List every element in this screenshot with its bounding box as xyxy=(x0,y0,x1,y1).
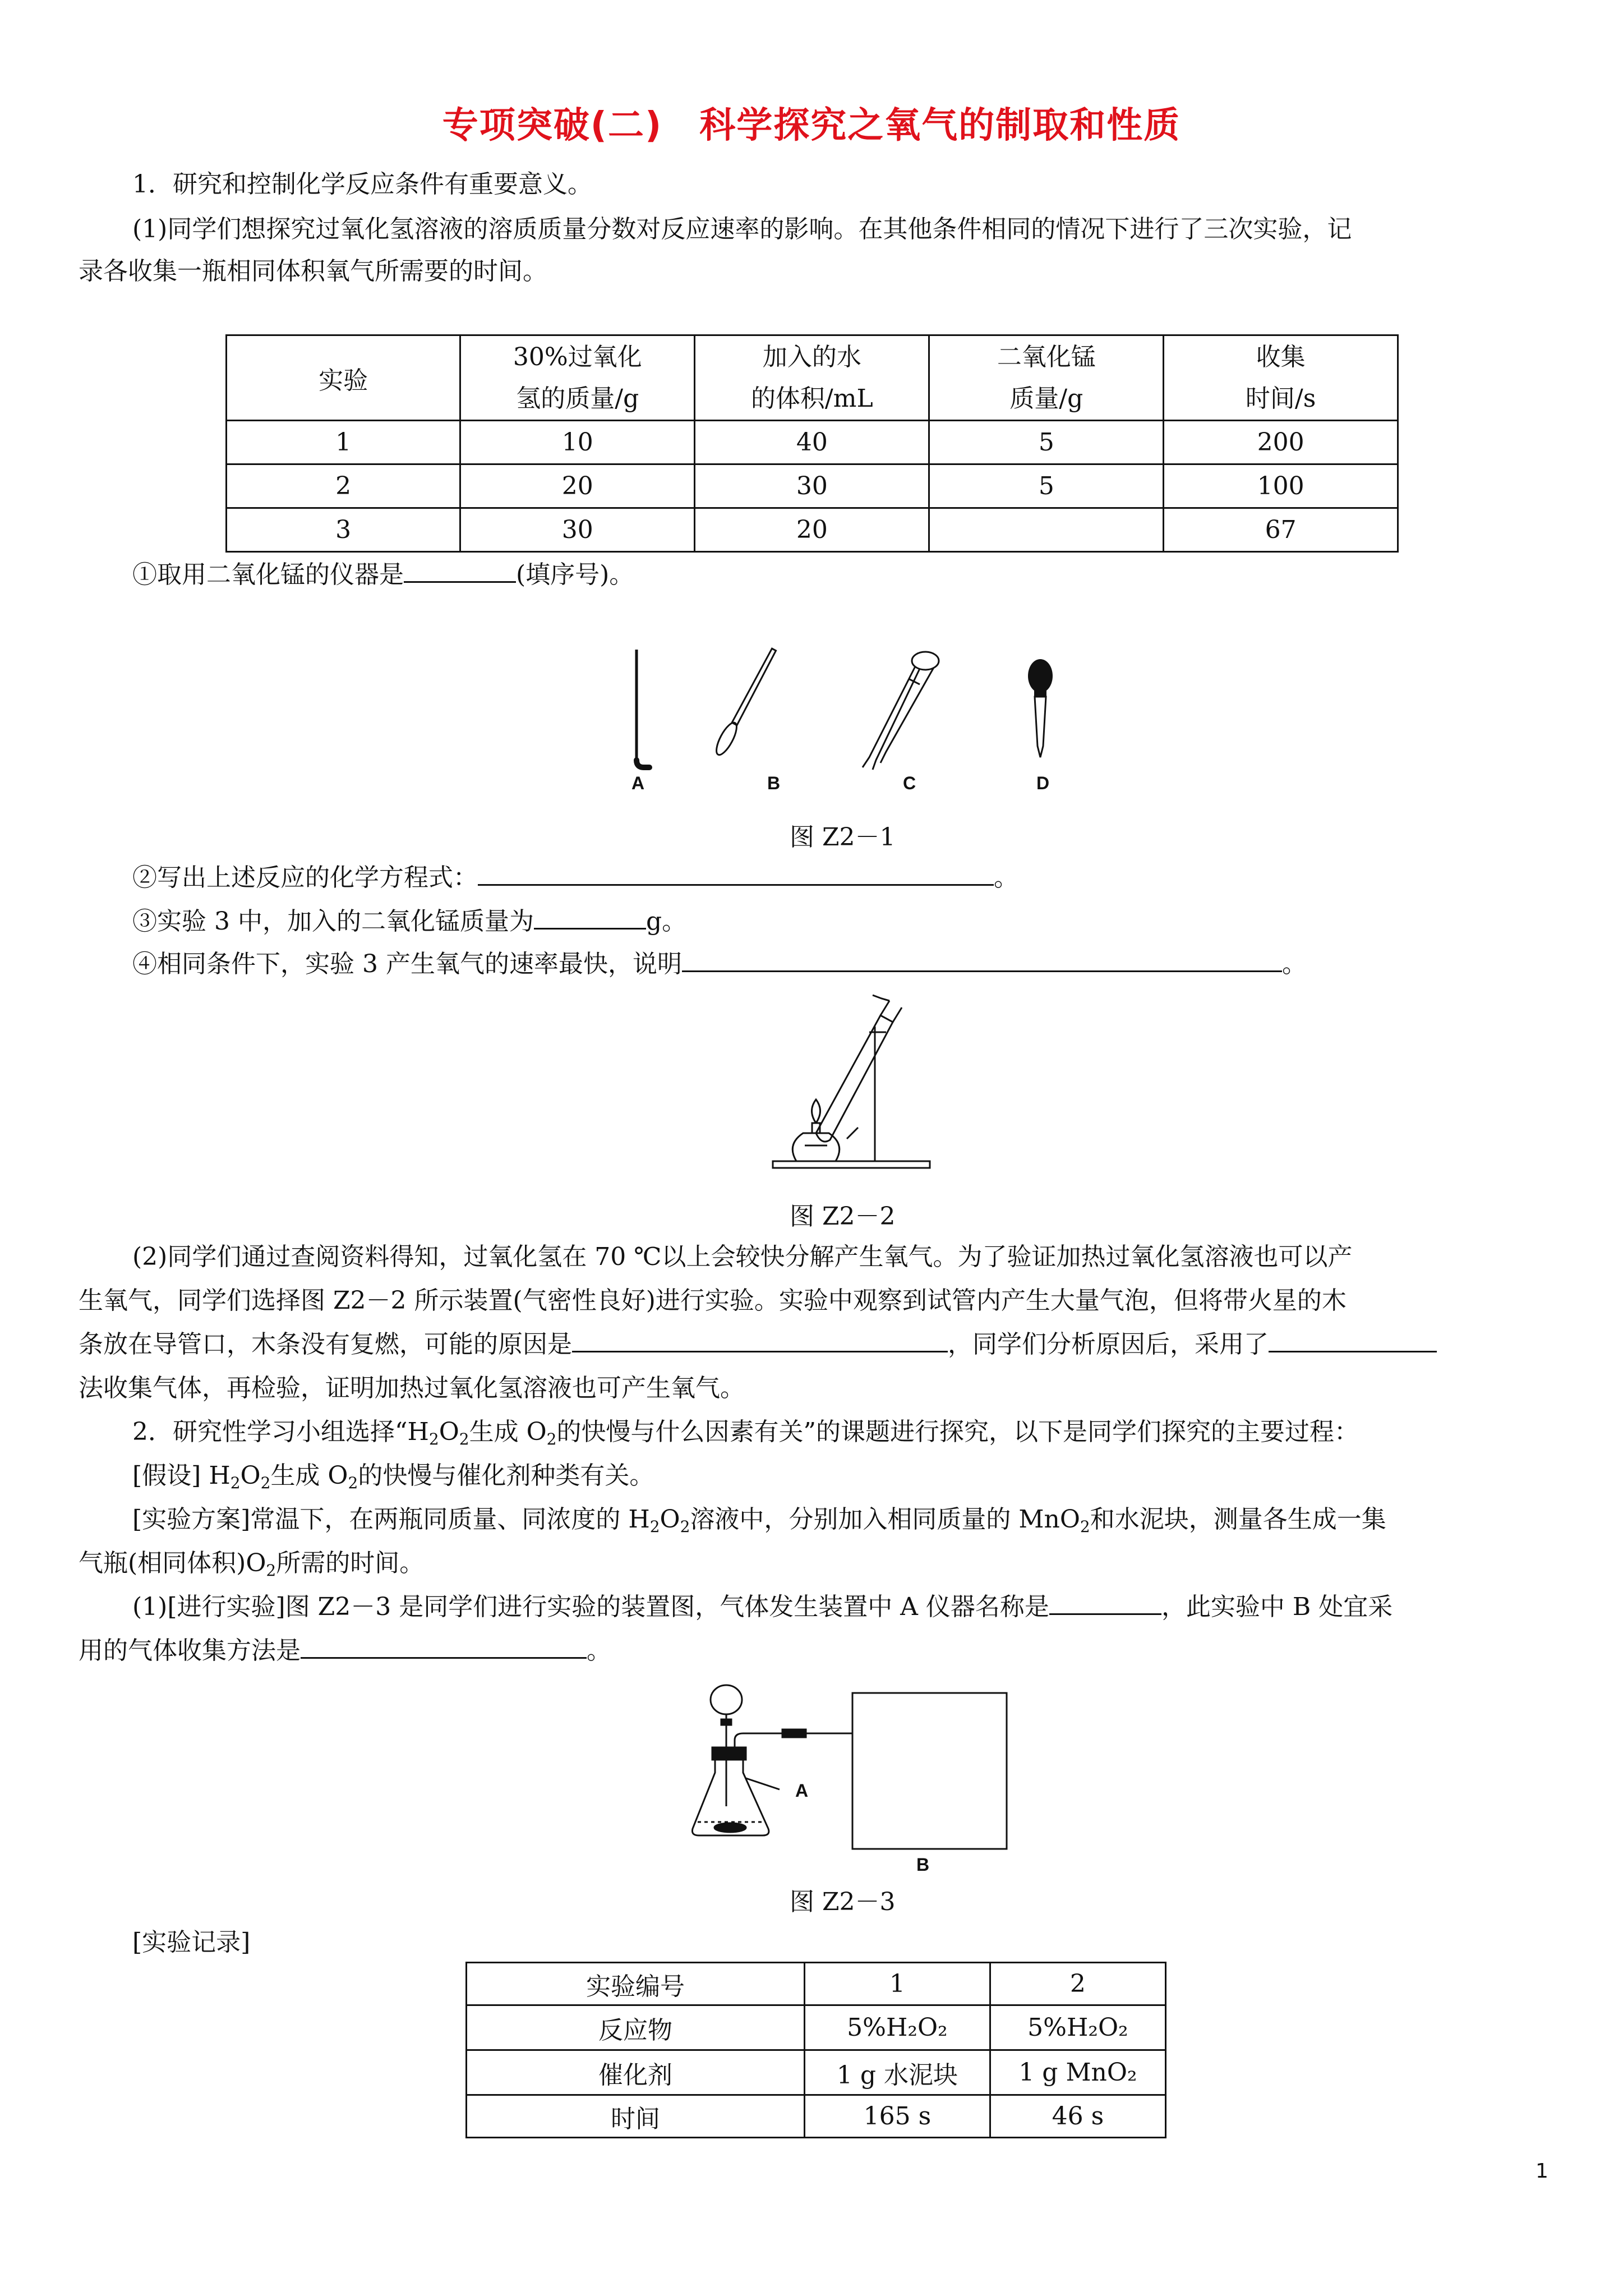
table-cell: 30 xyxy=(695,464,929,508)
q1-experiment-table xyxy=(225,334,1399,553)
table-cell: 实验编号 xyxy=(467,1963,805,2005)
q2-plan-line2: 气瓶(相同体积)$O_2$所需的时间。 xyxy=(79,1549,425,1580)
table-cell: 1 xyxy=(805,1963,990,2005)
table-header-cell: 30%过氧化 氢的质量/g xyxy=(460,335,695,421)
table-row xyxy=(467,1963,1166,2005)
fig1-label-d: D xyxy=(1036,773,1050,793)
table-cell: 3 xyxy=(227,508,460,552)
table-cell: 1 g 水泥块 xyxy=(805,2050,990,2095)
q1-p1-line2: 录各收集一瓶相同体积氧气所需要的时间。 xyxy=(79,257,547,286)
q2-record-table xyxy=(465,1962,1166,2138)
page-title: 专项突破(二) 科学探究之氧气的制取和性质 xyxy=(442,105,1181,146)
table-cell: 5 xyxy=(929,421,1164,464)
table-cell: 反应物 xyxy=(467,2005,805,2050)
fig3-caption: 图 Z2－3 xyxy=(790,1888,896,1916)
alcohol-lamp-icon xyxy=(792,1099,840,1161)
fig1-label-a: A xyxy=(631,773,645,793)
table-cell: 5 xyxy=(929,464,1164,508)
figure-z2-1 xyxy=(606,645,1082,813)
conical-flask-icon xyxy=(692,1747,768,1835)
table-header-row xyxy=(227,335,1398,421)
table-cell: 2 xyxy=(227,464,460,508)
q2-stem: 2．研究性学习小组选择“$H_2O_2$生成 $O_2$的快慢与什么因素有关”的课题进行探究，以下是同学们探究的主要过程： xyxy=(132,1418,1359,1448)
q2-p1-line2: 用的气体收集方法是 。 xyxy=(79,1635,611,1667)
answer-blank[interactable] xyxy=(478,862,994,886)
answer-blank[interactable] xyxy=(682,948,1282,972)
collection-area-box xyxy=(852,1693,1007,1849)
table-cell: 5%H₂O₂ xyxy=(990,2005,1165,2050)
answer-blank[interactable] xyxy=(534,905,646,930)
table-cell: 催化剂 xyxy=(467,2050,805,2095)
q1-sub1: ①取用二氧化锰的仪器是 (填序号)。 xyxy=(132,559,634,591)
q1-p2-line4: 法收集气体，再检验，证明加热过氧化氢溶液也可产生氧气。 xyxy=(79,1374,745,1402)
table-cell: 67 xyxy=(1164,508,1398,552)
answer-blank[interactable] xyxy=(572,1328,948,1352)
q1-sub2: ②写出上述反应的化学方程式： 。 xyxy=(132,862,1018,894)
q1-sub3: ③实验 3 中，加入的二氧化锰质量为 g。 xyxy=(132,905,686,938)
q2-hypothesis: [假设] $H_2O_2$生成 $O_2$的快慢与催化剂种类有关。 xyxy=(132,1461,654,1492)
rubber-tube-icon xyxy=(782,1729,806,1737)
table-cell: 200 xyxy=(1164,421,1398,464)
table-cell: 100 xyxy=(1164,464,1398,508)
figure-z2-2 xyxy=(763,993,931,1178)
test-tube-icon xyxy=(816,1001,902,1142)
table-cell: 46 s xyxy=(990,2095,1165,2138)
q1-p2-line2: 生氧气，同学们选择图 Z2－2 所示装置(气密性良好)进行实验。实验中观察到试管内产生大量气泡，但将带火星的木 xyxy=(79,1286,1347,1315)
fig3-label-b: B xyxy=(916,1855,930,1875)
answer-blank[interactable] xyxy=(1269,1328,1437,1352)
q2-plan-line1: [实验方案]常温下，在两瓶同质量、同浓度的 $H_2O_2$溶液中，分别加入相同质量的 MnO$_2$和水泥块，测量各生成一集 xyxy=(132,1505,1386,1536)
fig1-label-c: C xyxy=(903,773,916,793)
q1-stem: 1．研究和控制化学反应条件有重要意义。 xyxy=(132,170,592,199)
answer-blank[interactable] xyxy=(404,559,516,583)
table-cell: 5%H₂O₂ xyxy=(805,2005,990,2050)
stand-base-icon xyxy=(773,1161,930,1168)
table-cell: 10 xyxy=(460,421,695,464)
record-label: [实验记录] xyxy=(132,1928,251,1957)
table-row xyxy=(467,2095,1166,2138)
table-cell: 20 xyxy=(695,508,929,552)
table-cell: 20 xyxy=(460,464,695,508)
table-header-cell: 实验 xyxy=(227,335,460,421)
dropper-icon xyxy=(1028,659,1053,757)
q1-sub4: ④相同条件下，实验 3 产生氧气的速率最快，说明 。 xyxy=(132,948,1307,981)
table-cell: 1 g MnO₂ xyxy=(990,2050,1165,2095)
medicine-spoon-icon xyxy=(713,647,780,758)
glass-rod-icon xyxy=(637,650,649,767)
table-cell xyxy=(929,508,1164,552)
table-cell: 165 s xyxy=(805,2095,990,2138)
page-number: 1 xyxy=(1536,2160,1548,2183)
separatory-funnel-icon xyxy=(711,1685,742,1806)
table-header-cell: 二氧化锰 质量/g xyxy=(929,335,1164,421)
q1-p1-line1: (1)同学们想探究过氧化氢溶液的溶质质量分数对反应速率的影响。在其他条件相同的情况下进行了三次实验，记 xyxy=(132,215,1352,243)
fig2-caption: 图 Z2－2 xyxy=(790,1202,896,1231)
answer-blank[interactable] xyxy=(1049,1591,1161,1615)
q1-p2-line1: (2)同学们通过查阅资料得知，过氧化氢在 70 ℃以上会较快分解产生氧气。为了验证加热过氧化氢溶液也可以产 xyxy=(132,1243,1353,1271)
table-row xyxy=(467,2005,1166,2050)
table-header-cell: 加入的水 的体积/mL xyxy=(695,335,929,421)
table-cell: 2 xyxy=(990,1963,1165,2005)
table-cell: 1 xyxy=(227,421,460,464)
table-cell: 30 xyxy=(460,508,695,552)
table-row xyxy=(227,508,1398,552)
table-header-cell: 收集 时间/s xyxy=(1164,335,1398,421)
q1-p2-line3: 条放在导管口，木条没有复燃，可能的原因是 ，同学们分析原因后，采用了 xyxy=(79,1328,1437,1361)
table-row xyxy=(467,2050,1166,2095)
figure-z2-3 xyxy=(690,1677,1279,1868)
table-cell: 40 xyxy=(695,421,929,464)
fig1-label-b: B xyxy=(767,773,781,793)
fig1-caption: 图 Z2－1 xyxy=(790,823,896,852)
answer-blank[interactable] xyxy=(301,1635,587,1659)
table-row xyxy=(227,464,1398,508)
q2-p1-line1: (1)[进行实验]图 Z2－3 是同学们进行实验的装置图，气体发生装置中 A 仪器名称是 ，此实验中 B 处宜采 xyxy=(132,1591,1393,1623)
table-row xyxy=(227,421,1398,464)
crucible-tongs-icon xyxy=(863,652,939,770)
table-cell: 时间 xyxy=(467,2095,805,2138)
fig3-label-a: A xyxy=(795,1780,809,1801)
